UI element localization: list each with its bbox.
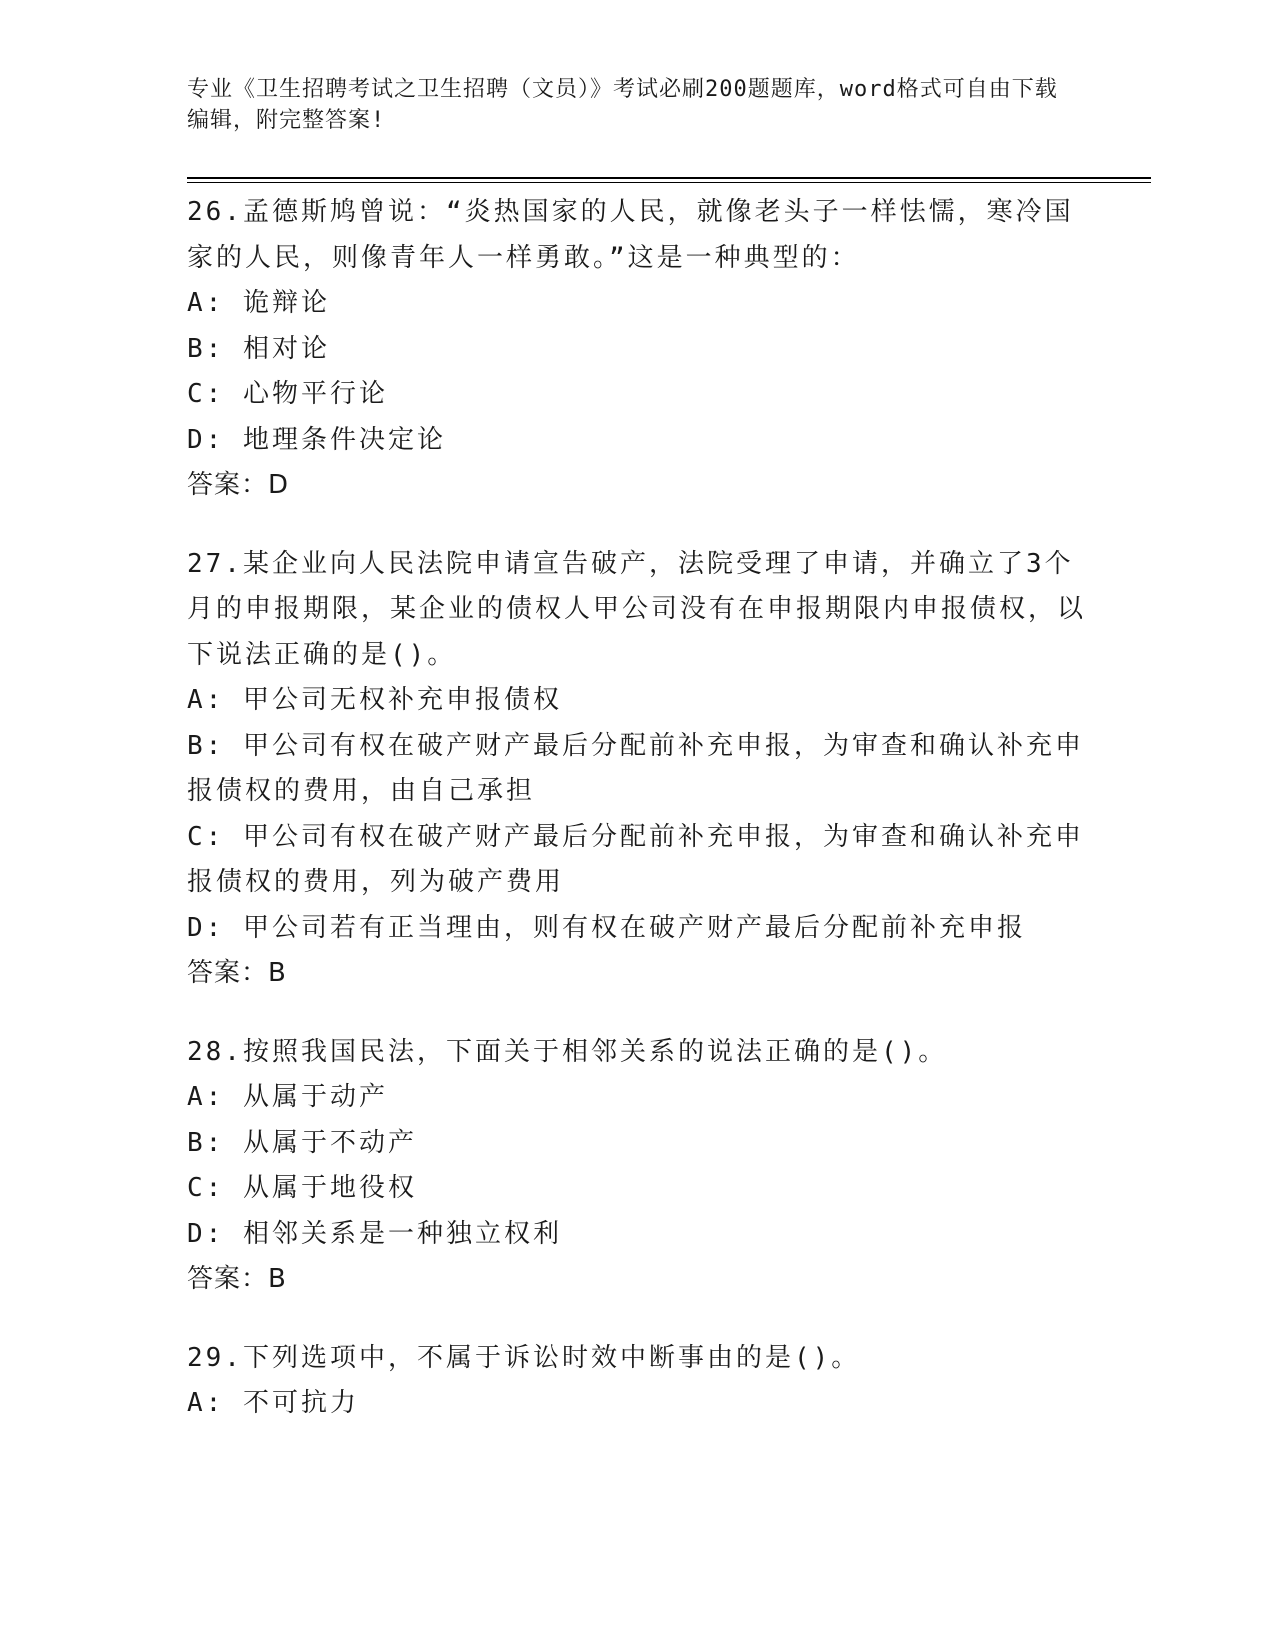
question-26	[187, 190, 1087, 509]
question-28	[187, 1030, 1087, 1303]
header-divider-thin	[187, 182, 1151, 183]
header-divider-thick	[187, 177, 1151, 179]
question-27	[187, 542, 1087, 997]
question-text: 28.按照我国民法，下面关于相邻关系的说法正确的是()。	[187, 1036, 948, 1067]
option-c: C: 甲公司有权在破产财产最后分配前补充申报，为审查和确认补充申报债权的费用，列为破产费用	[187, 821, 1084, 897]
question-text: 26.孟德斯鸠曾说：“炎热国家的人民，就像老头子一样怯懦，寒冷国家的人民，则像青年人一样勇敢。”这是一种典型的：	[187, 197, 1074, 273]
question-text: 29.下列选项中，不属于诉讼时效中断事由的是()。	[187, 1342, 861, 1373]
option-b: B: 相对论	[187, 333, 330, 364]
option-d: D: 甲公司若有正当理由，则有权在破产财产最后分配前补充申报	[187, 912, 1026, 943]
option-a: A: 不可抗力	[187, 1388, 359, 1418]
option-a: A: 诡辩论	[187, 288, 330, 318]
option-d: D: 相邻关系是一种独立权利	[187, 1218, 562, 1249]
answer: 答案：B	[187, 1264, 287, 1294]
answer: 答案：D	[187, 470, 290, 500]
option-c: C: 心物平行论	[187, 379, 388, 409]
option-d: D: 地理条件决定论	[187, 424, 446, 455]
answer: 答案：B	[187, 958, 287, 988]
question-list	[187, 190, 1087, 1460]
option-b: B: 从属于不动产	[187, 1127, 417, 1158]
option-a: A: 甲公司无权补充申报债权	[187, 685, 562, 715]
option-c: C: 从属于地役权	[187, 1173, 417, 1203]
question-text: 27.某企业向人民法院申请宣告破产，法院受理了申请，并确立了3个月的申报期限，某企业的债权人甲公司没有在申报期限内申报债权，以下说法正确的是()。	[187, 548, 1087, 670]
option-a: A: 从属于动产	[187, 1082, 388, 1112]
question-29	[187, 1336, 1087, 1427]
option-b: B: 甲公司有权在破产财产最后分配前补充申报，为审查和确认补充申报债权的费用，由自己承担	[187, 730, 1084, 806]
document-header: 专业《卫生招聘考试之卫生招聘（文员）》考试必刷200题题库，word格式可自由下载编辑，附完整答案!	[187, 77, 1058, 133]
